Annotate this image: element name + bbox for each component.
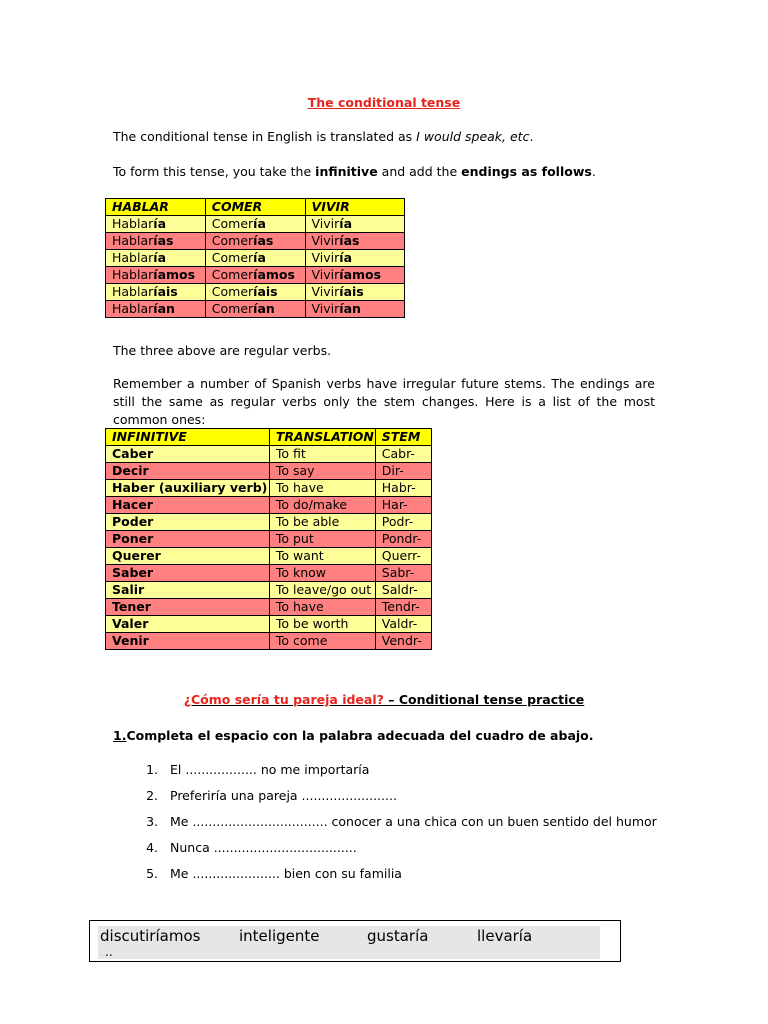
stem-value: Habr- (375, 480, 431, 497)
practice-title-subtitle: – Conditional tense practice (383, 692, 585, 707)
stem-value: Dir- (375, 463, 431, 480)
conjugation-cell (305, 250, 404, 267)
stem-value: Saldr- (375, 582, 431, 599)
stem-row (106, 633, 432, 650)
conjugation-table (105, 198, 405, 318)
verb-ending: íamos (153, 267, 196, 282)
verb-stem: Hablar (112, 284, 154, 299)
conjugation-row (106, 284, 405, 301)
word-bank-word: discutiríamos (100, 927, 201, 945)
stem-translation: To put (269, 531, 375, 548)
conjugation-cell (205, 284, 305, 301)
regular-note: The three above are regular verbs. (113, 343, 332, 358)
verb-stem: Comer (211, 216, 254, 231)
practice-title (0, 692, 768, 707)
verb-ending: íais (339, 284, 364, 299)
exercise-sentence: Me .................................. conocer a una chica con un buen sentido del humor (170, 814, 657, 829)
stem-row (106, 616, 432, 633)
verb-ending: íamos (339, 267, 382, 282)
intro-line-2 (113, 163, 655, 181)
conjugation-cell (106, 284, 206, 301)
conjugation-cell (205, 216, 305, 233)
stem-translation: To do/make (269, 497, 375, 514)
stem-row (106, 480, 432, 497)
conjugation-cell (205, 233, 305, 250)
stem-value: Valdr- (375, 616, 431, 633)
conjugation-row (106, 301, 405, 318)
verb-stem: Comer (211, 250, 254, 265)
instruction-number: 1. (113, 728, 127, 743)
exercise-number: 4. (146, 840, 158, 855)
stem-infinitive: Decir (106, 463, 270, 480)
verb-ending: ía (339, 250, 353, 265)
exercise-sentence: Preferiría una pareja ........................ (170, 788, 397, 803)
irregular-stem-table (105, 428, 432, 650)
verb-ending: ían (253, 301, 275, 316)
verb-ending: ía (253, 250, 266, 265)
intro-bold: endings as follows (461, 164, 592, 179)
conjugation-header: COMER (205, 199, 305, 216)
word-bank-word: inteligente (239, 927, 320, 945)
stem-translation: To be able (269, 514, 375, 531)
exercise-list (113, 762, 673, 892)
stem-row (106, 514, 432, 531)
conjugation-cell (106, 233, 206, 250)
stem-header-row (106, 429, 432, 446)
exercise-sentence: El .................. no me importaría (170, 762, 370, 777)
verb-ending: íais (153, 284, 178, 299)
conjugation-row (106, 267, 405, 284)
conjugation-cell (305, 267, 404, 284)
word-bank-trailing-dots: .. (105, 945, 113, 959)
exercise-item (113, 814, 673, 840)
stem-translation: To want (269, 548, 375, 565)
intro-text: To form this tense, you take the (113, 164, 316, 179)
conjugation-cell (205, 301, 305, 318)
word-bank-word: gustaría (367, 927, 429, 945)
stem-infinitive: Hacer (106, 497, 270, 514)
conjugation-cell (106, 267, 206, 284)
verb-ending: ía (153, 216, 167, 231)
stem-translation: To know (269, 565, 375, 582)
verb-stem: Comer (211, 233, 254, 248)
stem-infinitive: Venir (106, 633, 270, 650)
conjugation-cell (305, 216, 404, 233)
instruction-text: Completa el espacio con la palabra adecuada del cuadro de abajo. (126, 728, 594, 743)
stem-infinitive: Saber (106, 565, 270, 582)
stem-infinitive: Tener (106, 599, 270, 616)
verb-stem: Hablar (112, 216, 154, 231)
page-title: The conditional tense (307, 95, 461, 110)
conjugation-cell (305, 284, 404, 301)
stem-translation: To have (269, 480, 375, 497)
verb-stem: Comer (211, 284, 254, 299)
stem-infinitive: Caber (106, 446, 270, 463)
conjugation-row (106, 250, 405, 267)
conjugation-cell (205, 250, 305, 267)
exercise-item (113, 762, 673, 788)
conjugation-row (106, 233, 405, 250)
verb-ending: íamos (253, 267, 295, 282)
exercise-number: 3. (146, 814, 158, 829)
stem-value: Sabr- (375, 565, 431, 582)
verb-stem: Vivir (311, 233, 340, 248)
conjugation-cell (305, 301, 404, 318)
conjugation-cell (106, 301, 206, 318)
verb-ending: ía (153, 250, 167, 265)
verb-ending: ían (339, 301, 361, 316)
verb-stem: Vivir (311, 267, 340, 282)
verb-stem: Hablar (112, 250, 154, 265)
exercise-number: 2. (146, 788, 158, 803)
exercise-item (113, 788, 673, 814)
conjugation-cell (106, 250, 206, 267)
stem-translation: To leave/go out (269, 582, 375, 599)
conjugation-header-row (106, 199, 405, 216)
stem-infinitive: Querer (106, 548, 270, 565)
verb-ending: íais (253, 284, 278, 299)
stem-infinitive: Salir (106, 582, 270, 599)
stem-row (106, 497, 432, 514)
stem-infinitive: Poder (106, 514, 270, 531)
exercise-number: 1. (146, 762, 158, 777)
stem-value: Podr- (375, 514, 431, 531)
stem-infinitive: Valer (106, 616, 270, 633)
stem-row (106, 582, 432, 599)
stem-value: Tendr- (375, 599, 431, 616)
intro-text: . (529, 129, 534, 144)
stem-value: Cabr- (375, 446, 431, 463)
intro-bold: infinitive (315, 164, 378, 179)
practice-title-question: ¿Cómo sería tu pareja ideal? (183, 692, 384, 707)
conjugation-cell (305, 233, 404, 250)
exercise-sentence: Me ...................... bien con su familia (170, 866, 402, 881)
stem-value: Vendr- (375, 633, 431, 650)
stem-translation: To have (269, 599, 375, 616)
verb-ending: ía (253, 216, 266, 231)
exercise-number: 5. (146, 866, 158, 881)
verb-stem: Vivir (311, 301, 340, 316)
stem-row (106, 463, 432, 480)
verb-ending: ías (339, 233, 360, 248)
verb-stem: Vivir (311, 216, 340, 231)
stem-translation: To be worth (269, 616, 375, 633)
word-bank-box (89, 920, 621, 962)
stem-translation: To fit (269, 446, 375, 463)
verb-stem: Hablar (112, 301, 154, 316)
word-bank-word: llevaría (477, 927, 533, 945)
verb-stem: Vivir (311, 250, 340, 265)
verb-ending: ía (339, 216, 353, 231)
exercise-item (113, 866, 673, 892)
exercise-item (113, 840, 673, 866)
verb-ending: ías (253, 233, 274, 248)
verb-stem: Vivir (311, 284, 340, 299)
stem-translation: To say (269, 463, 375, 480)
stem-row (106, 531, 432, 548)
verb-ending: ías (153, 233, 174, 248)
verb-stem: Comer (211, 301, 254, 316)
stem-infinitive: Poner (106, 531, 270, 548)
intro-text: . (591, 164, 596, 179)
intro-text: The conditional tense in English is translated as (113, 129, 417, 144)
stem-header: INFINITIVE (106, 429, 270, 446)
stem-header: STEM (375, 429, 431, 446)
intro-line-1 (113, 128, 655, 146)
verb-ending: ían (153, 301, 175, 316)
practice-instruction (113, 728, 594, 743)
stem-value: Pondr- (375, 531, 431, 548)
verb-stem: Comer (211, 267, 254, 282)
stem-value: Querr- (375, 548, 431, 565)
conjugation-header: HABLAR (106, 199, 206, 216)
conjugation-cell (106, 216, 206, 233)
verb-stem: Hablar (112, 267, 154, 282)
intro-text: and add the (377, 164, 462, 179)
stem-row (106, 599, 432, 616)
verb-stem: Hablar (112, 233, 154, 248)
stem-row (106, 446, 432, 463)
irregular-note: Remember a number of Spanish verbs have irregular future stems. The endings are still the same as regular verbs only the stem changes. Here is a list of the most common ones: (113, 376, 655, 427)
stem-row (106, 548, 432, 565)
conjugation-cell (205, 267, 305, 284)
stem-header: TRANSLATION (269, 429, 375, 446)
stem-row (106, 565, 432, 582)
stem-infinitive: Haber (auxiliary verb) (106, 480, 270, 497)
intro-emphasis: I would speak, etc (416, 129, 530, 144)
stem-translation: To come (269, 633, 375, 650)
exercise-sentence: Nunca .................................... (170, 840, 357, 855)
conjugation-row (106, 216, 405, 233)
stem-value: Har- (375, 497, 431, 514)
conjugation-header: VIVIR (305, 199, 404, 216)
